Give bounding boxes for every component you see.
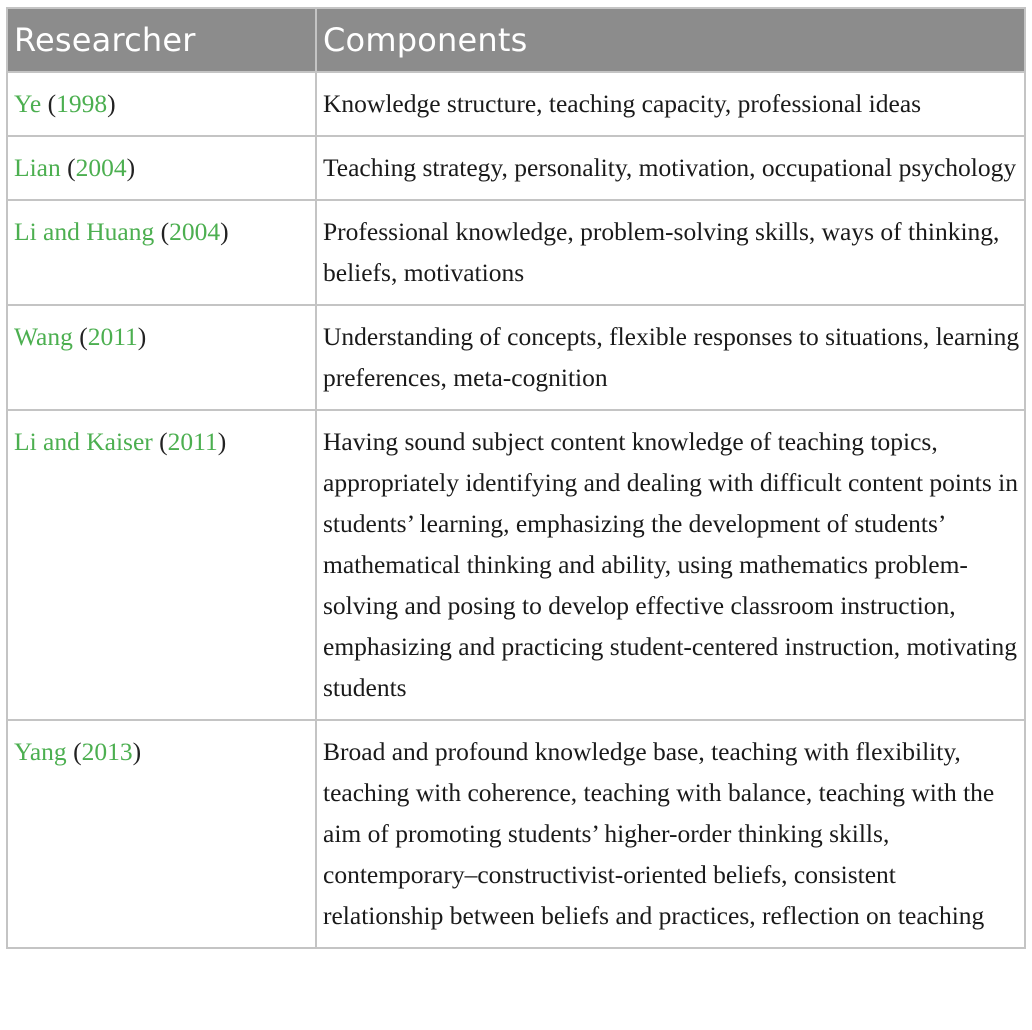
year-link[interactable]: 2011 xyxy=(167,427,218,456)
table-header-row xyxy=(7,8,1025,72)
components-cell: Knowledge structure, teaching capacity, professional ideas xyxy=(316,72,1025,136)
components-cell: Broad and profound knowledge base, teaching with flexibility, teaching with coherence, teaching with balance, teaching with the aim of promoting students’ higher-order thinking skills, contemporary–constructivist-oriented beliefs, consistent relationship between beliefs and practices, reflection on teaching xyxy=(316,720,1025,948)
year-link[interactable]: 2004 xyxy=(75,153,127,182)
components-cell: Having sound subject content knowledge of teaching topics, appropriately identifying and dealing with difficult content points in students’ learning, emphasizing the development of students’ mathematical thinking and ability, using mathematics problem-solving and posing to develop effective classroom instruction, emphasizing and practicing student-centered instruction, motivating students xyxy=(316,410,1025,720)
year-link[interactable]: 2004 xyxy=(169,217,221,246)
researcher-cell xyxy=(7,200,316,305)
table-row xyxy=(7,72,1025,136)
components-cell: Professional knowledge, problem-solving skills, ways of thinking, beliefs, motivations xyxy=(316,200,1025,305)
author-link[interactable]: Yang xyxy=(14,737,67,766)
researcher-components-table xyxy=(6,7,1026,949)
components-cell: Teaching strategy, personality, motivation, occupational psychology xyxy=(316,136,1025,200)
paren-open: ( xyxy=(159,427,168,456)
paren-open: ( xyxy=(67,153,76,182)
researcher-cell xyxy=(7,305,316,410)
year-link[interactable]: 1998 xyxy=(56,89,108,118)
paren-close: ) xyxy=(132,737,142,766)
paren-open: ( xyxy=(73,737,82,766)
author-link[interactable]: Lian xyxy=(14,153,61,182)
year-link[interactable]: 2011 xyxy=(87,322,138,351)
table-row xyxy=(7,200,1025,305)
researcher-cell xyxy=(7,136,316,200)
year-link[interactable]: 2013 xyxy=(81,737,133,766)
paren-close: ) xyxy=(126,153,136,182)
table-row xyxy=(7,136,1025,200)
paren-open: ( xyxy=(47,89,57,118)
table-row xyxy=(7,410,1025,720)
author-link[interactable]: Ye xyxy=(14,89,42,118)
paren-close: ) xyxy=(217,427,227,456)
researcher-cell xyxy=(7,410,316,720)
paren-close: ) xyxy=(220,217,229,246)
paren-close: ) xyxy=(107,89,116,118)
author-link[interactable]: Li and Huang xyxy=(14,217,155,246)
author-link[interactable]: Li and Kaiser xyxy=(14,427,153,456)
table-row xyxy=(7,720,1025,948)
paren-open: ( xyxy=(160,217,170,246)
components-cell: Understanding of concepts, flexible responses to situations, learning preferences, meta-cognition xyxy=(316,305,1025,410)
researcher-cell xyxy=(7,720,316,948)
table-row xyxy=(7,305,1025,410)
header-components: Components xyxy=(316,8,1025,72)
header-researcher: Researcher xyxy=(7,8,316,72)
paren-open: ( xyxy=(79,322,88,351)
researcher-cell xyxy=(7,72,316,136)
author-link[interactable]: Wang xyxy=(14,322,73,351)
paren-close: ) xyxy=(137,322,147,351)
